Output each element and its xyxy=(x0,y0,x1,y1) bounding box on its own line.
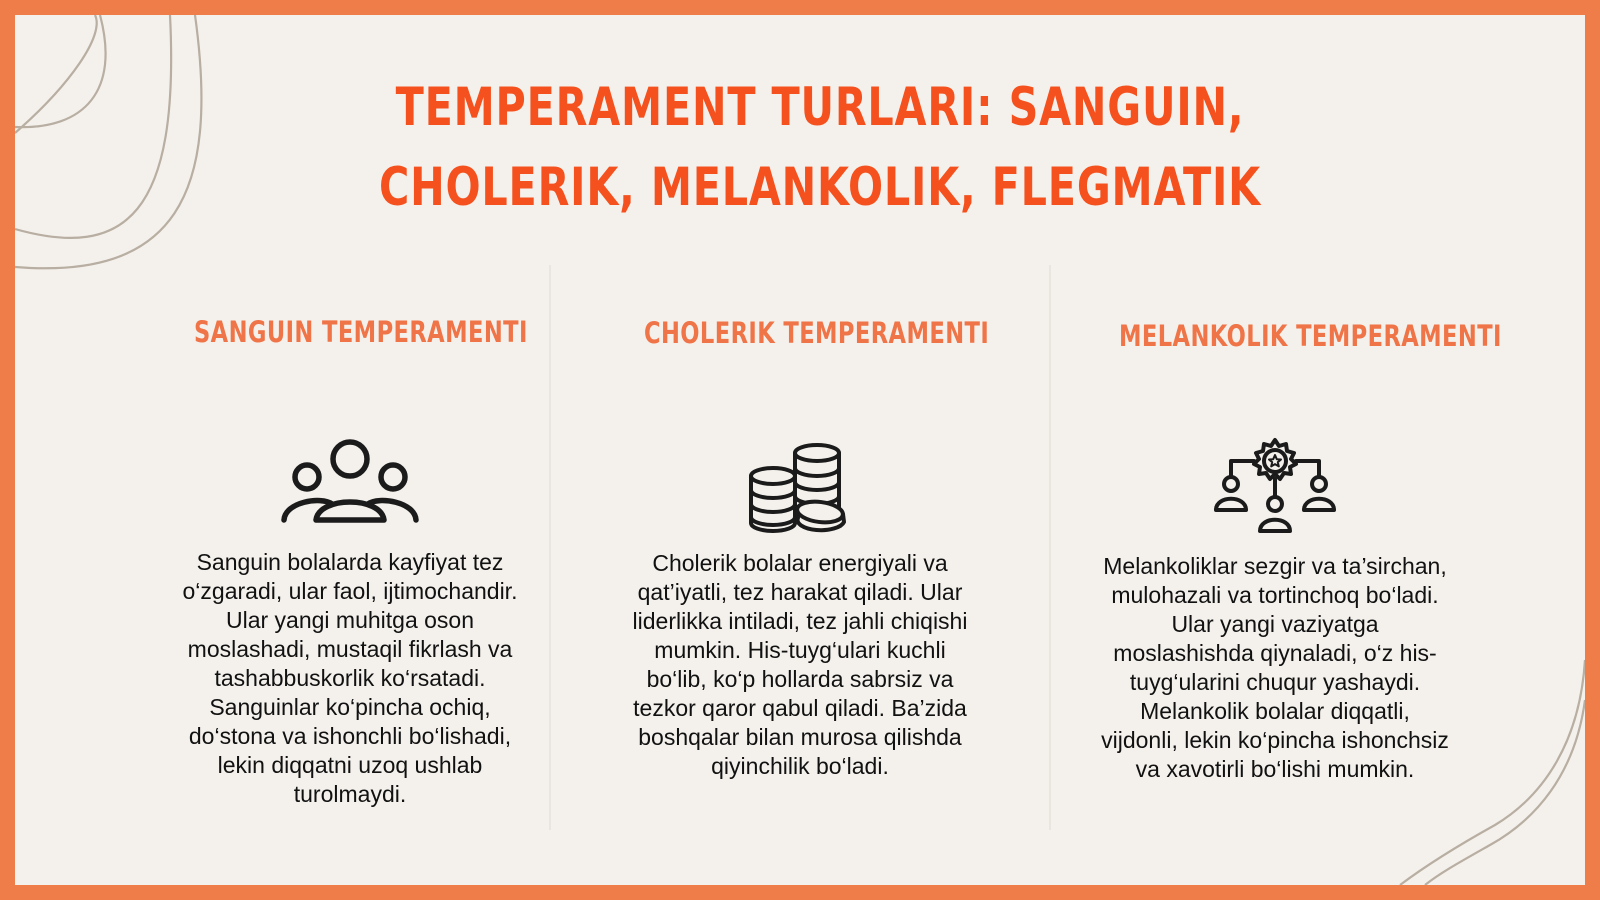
slide xyxy=(15,15,1585,885)
decorative-curves-top-left xyxy=(15,15,245,305)
column-heading: SANGUIN TEMPERAMENTI xyxy=(194,315,528,349)
column-text: Melankoliklar sezgir va ta’sirchan, mulohazali va tortinchoq bo‘ladi. Ular yangi vaziyatga moslashishda qiynaladi, o‘z his-tuyg‘ularini chuqur yashaydi. Melankolik bolalar diqqatli, vijdonli, lekin ko‘pincha ishonchsiz va xavotirli bo‘lishi mumkin. xyxy=(1101,553,1449,782)
column-text: Cholerik bolalar energiyali va qat’iyatli, tez harakat qiladi. Ular liderlikka intiladi, tez jahli chiqishi mumkin. His-tuyg‘ulari kuchli bo‘lib, ko‘p hollarda sabrsiz va tezkor qaror qabul qiladi. Ba’zida boshqalar bilan murosa qilishda qiyinchilik bo‘ladi. xyxy=(632,550,968,779)
column-heading: CHOLERIK TEMPERAMENTI xyxy=(644,316,990,350)
gear-network-icon xyxy=(1205,436,1345,536)
melankolik-column xyxy=(1075,311,1502,784)
cholerik-column xyxy=(600,308,1000,781)
coin-stacks-icon xyxy=(730,433,870,533)
column-text: Sanguin bolalarda kayfiyat tez o‘zgaradi, ular faol, ijtimochandir. Ular yangi muhitga oson moslashadi, mustaqil fikrlash va tashabbuskorlik ko‘rsatadi. Sanguinlar ko‘pincha ochiq, do‘stona va ishonchli bo‘lishadi, lekin diqqatni uzoq ushlab turolmaydi. xyxy=(182,549,518,807)
sanguin-column xyxy=(150,307,550,809)
column-heading: MELANKOLIK TEMPERAMENTI xyxy=(1119,319,1502,353)
column-divider xyxy=(1049,265,1051,830)
group-people-icon xyxy=(280,432,420,532)
page-title: TEMPERAMENT TURLARI: SANGUIN, CHOLERIK, MELANKOLIK, FLEGMATIK xyxy=(379,77,1261,218)
